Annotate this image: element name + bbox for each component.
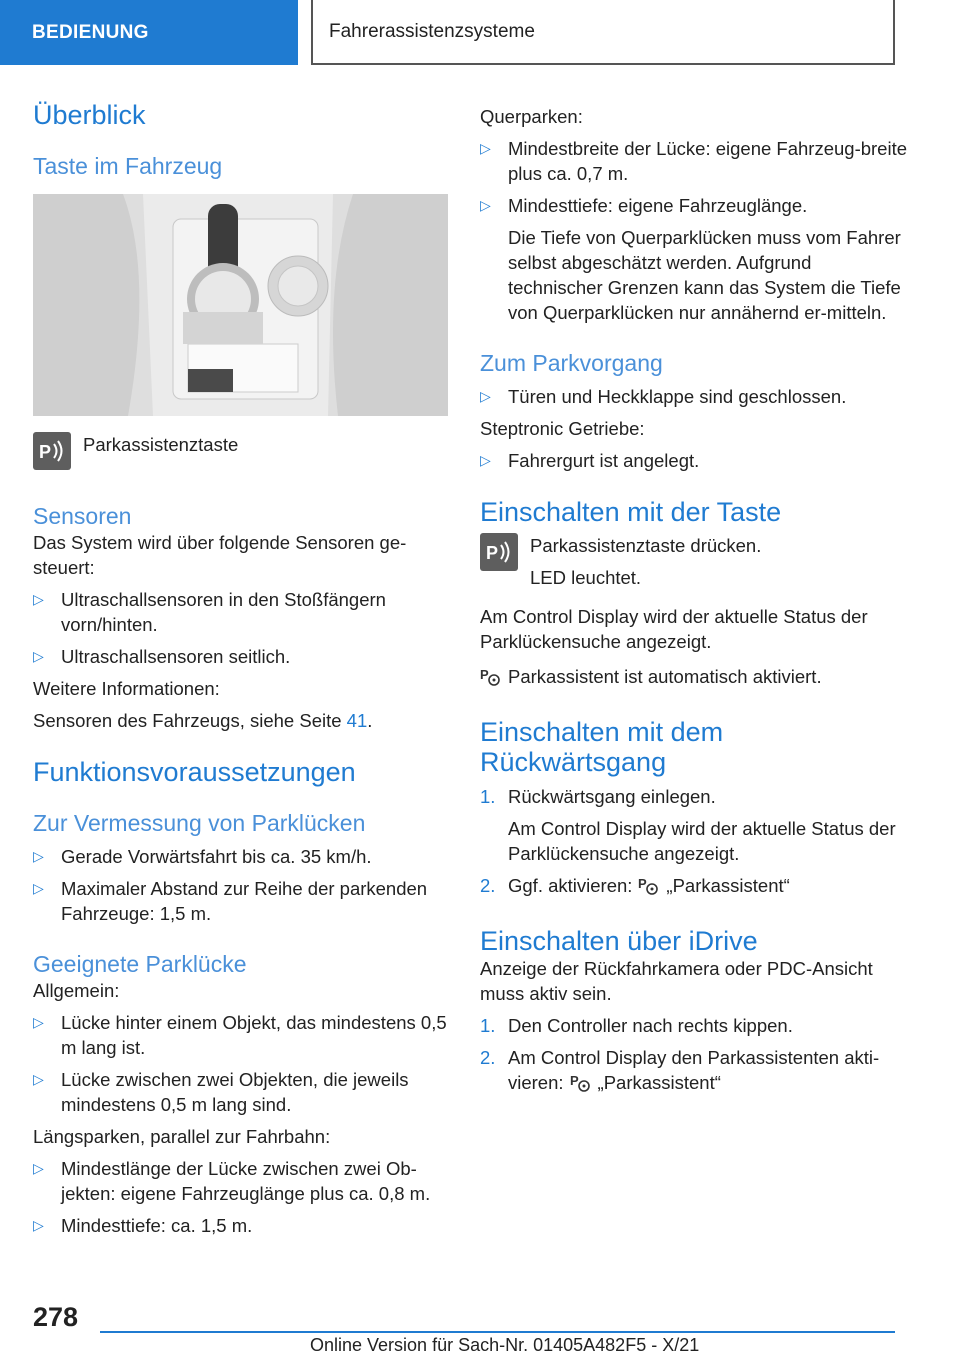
park-assistant-icon xyxy=(480,665,502,693)
heading-measure-gaps: Zur Vermessung von Parklücken xyxy=(33,810,366,836)
list-item: ▷ Gerade Vorwärtsfahrt bis ca. 35 km/h. xyxy=(33,846,372,867)
heading-button-in-vehicle: Taste im Fahrzeug xyxy=(33,153,223,179)
heading-parking-process: Zum Parkvorgang xyxy=(480,350,663,376)
process-list xyxy=(480,384,910,409)
list-item: ▷ Lücke hinter einem Objekt, das mindestens 0,5 m lang ist. xyxy=(33,1012,447,1058)
page-link[interactable]: 41 xyxy=(346,710,368,731)
sensors-intro: Das System wird über folgende Sensoren ge-steuert: xyxy=(33,532,407,578)
cross-list xyxy=(480,136,910,218)
general-label: Allgemein: xyxy=(33,980,120,1001)
heading-activate-button: Einschalten mit der Taste xyxy=(480,497,782,527)
heading-requirements: Funktionsvoraussetzungen xyxy=(33,757,356,787)
chapter-title: Fahrerassistenzsysteme xyxy=(311,0,895,65)
list-item: ▷ Türen und Heckklappe sind geschlossen. xyxy=(480,386,847,407)
idrive-steps xyxy=(480,1013,910,1099)
list-item: ▷ Ultraschallsensoren in den Stoßfängern vorn/hinten. xyxy=(33,589,386,635)
svg-text:P: P xyxy=(569,1073,579,1088)
svg-text:P: P xyxy=(638,876,648,891)
measure-list xyxy=(33,844,448,926)
list-item: 1. Rückwärtsgang einlegen. Am Control Display wird der aktuelle Status der Parklückensuche angezeigt. xyxy=(480,784,910,866)
park-assist-button-icon xyxy=(33,432,71,470)
list-item: ▷ Lücke zwischen zwei Objekten, die jeweils mindestens 0,5 m lang sind. xyxy=(33,1069,409,1115)
reverse-steps xyxy=(480,784,910,902)
heading-suitable-gap: Geeignete Parklücke xyxy=(33,951,247,977)
svg-text:P: P xyxy=(39,442,52,462)
cross-note: Die Tiefe von Querparklücken muss vom Fahrer selbst abgeschätzt werden. Aufgrund technischer Grenzen kann das System die Tiefe von Querparklücken nur annähernd er-mitteln. xyxy=(508,227,901,323)
heading-overview: Überblick xyxy=(33,100,146,130)
sensors-list xyxy=(33,587,448,669)
list-item: ▷ Mindesttiefe: eigene Fahrzeuglänge. xyxy=(480,195,808,216)
list-item: ▷ Mindestlänge der Lücke zwischen zwei Ob-jekten: eigene Fahrzeuglänge plus ca. 0,8 m. xyxy=(33,1158,431,1204)
footer-text: Online Version für Sach-Nr. 01405A482F5 - X/21 xyxy=(310,1335,700,1355)
reverse-note: Am Control Display wird der aktuelle Status der Parklückensuche angezeigt. xyxy=(508,818,896,864)
center-console-photo xyxy=(33,194,448,416)
park-assistant-icon xyxy=(638,874,660,902)
left-column xyxy=(33,100,448,1238)
list-item: ▷ Maximaler Abstand zur Reihe der parkenden Fahrzeuge: 1,5 m. xyxy=(33,878,428,924)
press-button-text: Parkassistenztaste drücken. xyxy=(530,535,762,556)
park-assistant-icon xyxy=(570,1071,592,1099)
auto-active-text: P Parkassistent ist automatisch aktiviert. xyxy=(480,664,910,693)
parallel-label: Längsparken, parallel zur Fahrbahn: xyxy=(33,1126,331,1147)
heading-activate-reverse: Einschalten mit dem Rückwärtsgang xyxy=(480,717,724,777)
right-column xyxy=(480,104,910,1099)
see-page-reference: Sensoren des Fahrzeugs, siehe Seite 41. xyxy=(33,710,373,731)
list-item: 1. Den Controller nach rechts kippen. xyxy=(480,1015,793,1036)
cross-label: Querparken: xyxy=(480,106,583,127)
list-item: ▷ Mindestbreite der Lücke: eigene Fahrzeug-breite plus ca. 0,7 m. xyxy=(480,138,908,184)
page-number: 278 xyxy=(33,1302,79,1332)
park-assist-button-icon xyxy=(480,533,518,571)
footer-divider xyxy=(100,1331,895,1333)
list-item: ▷ Ultraschallsensoren seitlich. xyxy=(33,646,291,667)
status-text: Am Control Display wird der aktuelle Status der Parklückensuche angezeigt. xyxy=(480,606,868,652)
idrive-intro: Anzeige der Rückfahrkamera oder PDC-Ansicht muss aktiv sein. xyxy=(480,958,873,1004)
button-caption: Parkassistenztaste xyxy=(83,434,239,455)
svg-text:P: P xyxy=(486,543,499,563)
led-text: LED leuchtet. xyxy=(530,567,642,588)
heading-activate-idrive: Einschalten über iDrive xyxy=(480,926,758,956)
steptronic-list xyxy=(480,448,910,473)
parallel-list xyxy=(33,1156,448,1238)
list-item: ▷ Mindesttiefe: ca. 1,5 m. xyxy=(33,1215,253,1236)
list-item: 2. Ggf. aktivieren: P „Parkassistent“ xyxy=(480,873,910,902)
list-item: 2. Am Control Display den Parkassistenten akti-vieren: P „Parkassistent“ xyxy=(480,1045,910,1099)
svg-text:P: P xyxy=(480,667,489,682)
general-list xyxy=(33,1010,448,1117)
steptronic-label: Steptronic Getriebe: xyxy=(480,418,645,439)
section-tab: BEDIENUNG xyxy=(0,0,298,65)
more-info-label: Weitere Informationen: xyxy=(33,678,220,699)
list-item: ▷ Fahrergurt ist angelegt. xyxy=(480,450,700,471)
heading-sensors: Sensoren xyxy=(33,503,132,529)
